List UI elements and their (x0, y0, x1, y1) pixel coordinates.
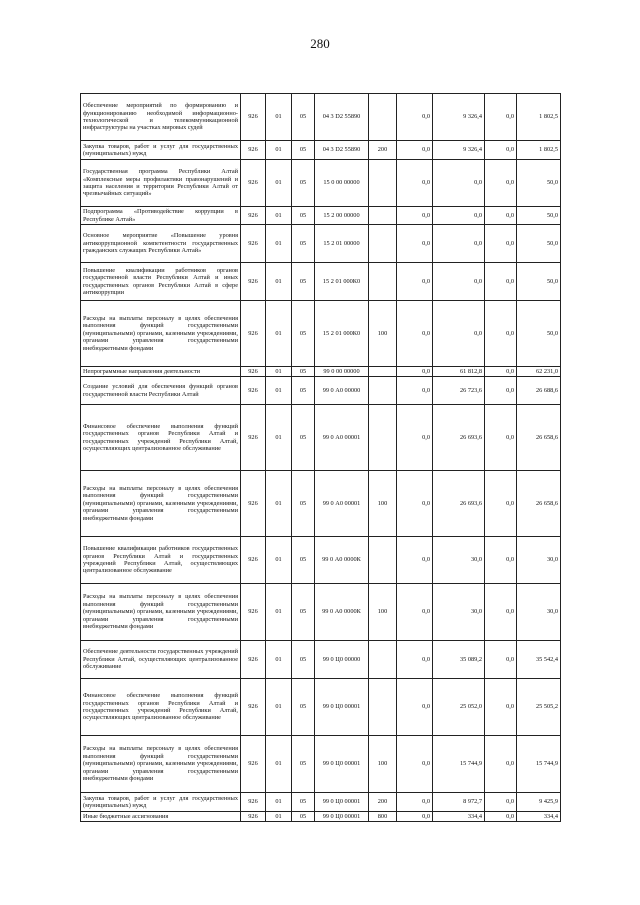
subsection-code: 05 (292, 367, 315, 377)
amount-1: 0,0 (397, 736, 433, 793)
ved-code: 926 (241, 736, 266, 793)
amount-2: 35 089,2 (433, 641, 485, 679)
subsection-code: 05 (292, 377, 315, 405)
amount-1: 0,0 (397, 377, 433, 405)
subsection-code: 05 (292, 263, 315, 301)
amount-3: 0,0 (485, 207, 517, 225)
subsection-code: 05 (292, 471, 315, 537)
expense-type-code: 100 (369, 471, 397, 537)
amount-3: 0,0 (485, 160, 517, 207)
amount-4: 25 505,2 (517, 679, 561, 736)
amount-3: 0,0 (485, 471, 517, 537)
amount-3: 0,0 (485, 94, 517, 141)
amount-4: 50,0 (517, 301, 561, 367)
ved-code: 926 (241, 301, 266, 367)
table-row (81, 225, 561, 263)
subsection-code: 05 (292, 793, 315, 812)
table-row (81, 736, 561, 793)
subsection-code: 05 (292, 225, 315, 263)
section-code: 01 (266, 141, 292, 160)
amount-3: 0,0 (485, 405, 517, 471)
amount-2: 0,0 (433, 160, 485, 207)
target-article-code: 99 0 Ц0 00001 (315, 736, 369, 793)
amount-1: 0,0 (397, 812, 433, 822)
ved-code: 926 (241, 377, 266, 405)
table-row (81, 812, 561, 822)
amount-3: 0,0 (485, 812, 517, 822)
expense-type-code (369, 377, 397, 405)
row-name: Обеспечение деятельности государственных учреждений Республики Алтай, осуществляющих централизованное обслуживание (81, 641, 241, 679)
ved-code: 926 (241, 141, 266, 160)
ved-code: 926 (241, 471, 266, 537)
amount-4: 1 802,5 (517, 94, 561, 141)
target-article-code: 99 0 А0 0000К (315, 537, 369, 584)
row-name: Государственная программа Республики Алтай «Комплексные меры профилактики правонарушений и защита населения и территории Республики Алтай от чрезвычайных ситуаций» (81, 160, 241, 207)
amount-1: 0,0 (397, 641, 433, 679)
target-article-code: 04 3 D2 55890 (315, 141, 369, 160)
target-article-code: 99 0 Ц0 00001 (315, 812, 369, 822)
section-code: 01 (266, 537, 292, 584)
amount-3: 0,0 (485, 367, 517, 377)
amount-2: 26 723,6 (433, 377, 485, 405)
expense-type-code (369, 405, 397, 471)
expense-type-code: 200 (369, 141, 397, 160)
row-name: Повышение квалификации работников органов государственной власти Республики Алтай и иных государственных органов Республики Алтай в сфере антикоррупции (81, 263, 241, 301)
expense-type-code: 200 (369, 793, 397, 812)
amount-4: 15 744,9 (517, 736, 561, 793)
expense-type-code (369, 679, 397, 736)
row-name: Создание условий для обеспечения функций органов государственной власти Республики Алтай (81, 377, 241, 405)
amount-4: 334,4 (517, 812, 561, 822)
target-article-code: 15 2 00 00000 (315, 207, 369, 225)
amount-2: 61 812,8 (433, 367, 485, 377)
row-name: Закупка товаров, работ и услуг для государственных (муниципальных) нужд (81, 141, 241, 160)
subsection-code: 05 (292, 641, 315, 679)
section-code: 01 (266, 736, 292, 793)
ved-code: 926 (241, 405, 266, 471)
amount-1: 0,0 (397, 584, 433, 641)
ved-code: 926 (241, 793, 266, 812)
subsection-code: 05 (292, 679, 315, 736)
section-code: 01 (266, 471, 292, 537)
subsection-code: 05 (292, 405, 315, 471)
amount-3: 0,0 (485, 584, 517, 641)
amount-1: 0,0 (397, 405, 433, 471)
section-code: 01 (266, 263, 292, 301)
section-code: 01 (266, 793, 292, 812)
section-code: 01 (266, 301, 292, 367)
ved-code: 926 (241, 225, 266, 263)
ved-code: 926 (241, 679, 266, 736)
row-name: Финансовое обеспечение выполнения функций государственных органов Республики Алтай и государственных учреждений Республики Алтай, осуществляющих централизованное обслуживание (81, 679, 241, 736)
table-row (81, 537, 561, 584)
amount-1: 0,0 (397, 94, 433, 141)
amount-3: 0,0 (485, 537, 517, 584)
budget-table (80, 93, 561, 822)
table-row (81, 94, 561, 141)
amount-4: 50,0 (517, 225, 561, 263)
amount-1: 0,0 (397, 471, 433, 537)
subsection-code: 05 (292, 736, 315, 793)
subsection-code: 05 (292, 584, 315, 641)
amount-2: 15 744,9 (433, 736, 485, 793)
amount-2: 0,0 (433, 263, 485, 301)
amount-1: 0,0 (397, 160, 433, 207)
amount-2: 30,0 (433, 537, 485, 584)
amount-1: 0,0 (397, 263, 433, 301)
row-name: Финансовое обеспечение выполнения функций государственных органов Республики Алтай и государственных учреждений Республики Алтай, осуществляющих централизованное обслуживание (81, 405, 241, 471)
expense-type-code (369, 94, 397, 141)
subsection-code: 05 (292, 160, 315, 207)
subsection-code: 05 (292, 141, 315, 160)
amount-2: 25 052,0 (433, 679, 485, 736)
section-code: 01 (266, 160, 292, 207)
section-code: 01 (266, 584, 292, 641)
table-row (81, 367, 561, 377)
row-name: Иные бюджетные ассигнования (81, 812, 241, 822)
amount-3: 0,0 (485, 641, 517, 679)
amount-1: 0,0 (397, 367, 433, 377)
expense-type-code: 800 (369, 812, 397, 822)
table-row (81, 584, 561, 641)
amount-4: 26 658,6 (517, 405, 561, 471)
amount-4: 1 802,5 (517, 141, 561, 160)
amount-3: 0,0 (485, 301, 517, 367)
amount-1: 0,0 (397, 793, 433, 812)
row-name: Расходы на выплаты персоналу в целях обеспечения выполнения функций государственными (муниципальными) органами, казенными учреждениями, органами управления государственными внебюджетными фондами (81, 584, 241, 641)
amount-3: 0,0 (485, 736, 517, 793)
table-row (81, 301, 561, 367)
ved-code: 926 (241, 160, 266, 207)
amount-2: 9 326,4 (433, 141, 485, 160)
expense-type-code: 100 (369, 736, 397, 793)
target-article-code: 99 0 00 00000 (315, 367, 369, 377)
table-row (81, 405, 561, 471)
amount-4: 35 542,4 (517, 641, 561, 679)
table-row (81, 160, 561, 207)
amount-4: 62 231,0 (517, 367, 561, 377)
subsection-code: 05 (292, 94, 315, 141)
amount-2: 0,0 (433, 225, 485, 263)
target-article-code: 04 3 D2 55890 (315, 94, 369, 141)
table-row (81, 207, 561, 225)
amount-3: 0,0 (485, 793, 517, 812)
row-name: Непрограммные направления деятельности (81, 367, 241, 377)
ved-code: 926 (241, 207, 266, 225)
amount-4: 30,0 (517, 537, 561, 584)
amount-4: 30,0 (517, 584, 561, 641)
row-name: Расходы на выплаты персоналу в целях обеспечения выполнения функций государственными (муниципальными) органами, казенными учреждениями, органами управления государственными внебюджетными фондами (81, 471, 241, 537)
expense-type-code: 100 (369, 301, 397, 367)
target-article-code: 99 0 А0 00001 (315, 405, 369, 471)
amount-2: 0,0 (433, 207, 485, 225)
amount-1: 0,0 (397, 679, 433, 736)
amount-2: 334,4 (433, 812, 485, 822)
table-row (81, 471, 561, 537)
subsection-code: 05 (292, 207, 315, 225)
target-article-code: 15 2 01 000К0 (315, 263, 369, 301)
row-name: Обеспечение мероприятий по формированию и функционированию необходимой информационно-технологической и телекоммуникационной инфраструктуры на участках мировых судей (81, 94, 241, 141)
amount-2: 26 693,6 (433, 405, 485, 471)
amount-4: 50,0 (517, 207, 561, 225)
section-code: 01 (266, 377, 292, 405)
target-article-code: 99 0 А0 00000 (315, 377, 369, 405)
amount-1: 0,0 (397, 225, 433, 263)
subsection-code: 05 (292, 301, 315, 367)
amount-2: 30,0 (433, 584, 485, 641)
amount-4: 26 658,6 (517, 471, 561, 537)
expense-type-code (369, 225, 397, 263)
table-row (81, 641, 561, 679)
row-name: Закупка товаров, работ и услуг для государственных (муниципальных) нужд (81, 793, 241, 812)
amount-1: 0,0 (397, 141, 433, 160)
target-article-code: 99 0 Ц0 00000 (315, 641, 369, 679)
expense-type-code (369, 537, 397, 584)
expense-type-code (369, 367, 397, 377)
ved-code: 926 (241, 94, 266, 141)
amount-3: 0,0 (485, 679, 517, 736)
ved-code: 926 (241, 641, 266, 679)
target-article-code: 99 0 Ц0 00001 (315, 793, 369, 812)
target-article-code: 99 0 Ц0 00001 (315, 679, 369, 736)
section-code: 01 (266, 207, 292, 225)
section-code: 01 (266, 94, 292, 141)
ved-code: 926 (241, 263, 266, 301)
expense-type-code (369, 641, 397, 679)
page-number: 280 (310, 36, 330, 51)
amount-4: 50,0 (517, 263, 561, 301)
amount-4: 9 425,9 (517, 793, 561, 812)
target-article-code: 15 2 01 000К0 (315, 301, 369, 367)
table-row (81, 141, 561, 160)
amount-3: 0,0 (485, 263, 517, 301)
section-code: 01 (266, 225, 292, 263)
row-name: Расходы на выплаты персоналу в целях обеспечения выполнения функций государственными (муниципальными) органами, казенными учреждениями, органами управления государственными внебюджетными фондами (81, 736, 241, 793)
table-row (81, 679, 561, 736)
amount-2: 26 693,6 (433, 471, 485, 537)
target-article-code: 15 0 00 00000 (315, 160, 369, 207)
target-article-code: 99 0 А0 00001 (315, 471, 369, 537)
amount-1: 0,0 (397, 537, 433, 584)
expense-type-code (369, 263, 397, 301)
section-code: 01 (266, 405, 292, 471)
amount-2: 8 972,7 (433, 793, 485, 812)
target-article-code: 99 0 А0 0000К (315, 584, 369, 641)
amount-2: 0,0 (433, 301, 485, 367)
row-name: Подпрограмма «Противодействие коррупции в Республике Алтай» (81, 207, 241, 225)
amount-3: 0,0 (485, 225, 517, 263)
subsection-code: 05 (292, 537, 315, 584)
row-name: Расходы на выплаты персоналу в целях обеспечения выполнения функций государственными (муниципальными) органами, казенными учреждениями, органами управления государственными внебюджетными фондами (81, 301, 241, 367)
section-code: 01 (266, 679, 292, 736)
section-code: 01 (266, 812, 292, 822)
row-name: Повышение квалификации работников государственных органов Республики Алтай и государственных учреждений Республики Алтай, осуществляющих централизованное обслуживание (81, 537, 241, 584)
expense-type-code: 100 (369, 584, 397, 641)
ved-code: 926 (241, 367, 266, 377)
target-article-code: 15 2 01 00000 (315, 225, 369, 263)
section-code: 01 (266, 367, 292, 377)
table-row (81, 263, 561, 301)
expense-type-code (369, 207, 397, 225)
amount-4: 50,0 (517, 160, 561, 207)
amount-1: 0,0 (397, 301, 433, 367)
ved-code: 926 (241, 537, 266, 584)
amount-1: 0,0 (397, 207, 433, 225)
row-name: Основное мероприятие «Повышение уровня антикоррупционной компетентности государственных гражданских служащих Республики Алтай» (81, 225, 241, 263)
amount-3: 0,0 (485, 377, 517, 405)
amount-3: 0,0 (485, 141, 517, 160)
subsection-code: 05 (292, 812, 315, 822)
ved-code: 926 (241, 584, 266, 641)
table-row (81, 377, 561, 405)
amount-2: 9 326,4 (433, 94, 485, 141)
expense-type-code (369, 160, 397, 207)
amount-4: 26 688,6 (517, 377, 561, 405)
section-code: 01 (266, 641, 292, 679)
ved-code: 926 (241, 812, 266, 822)
table-row (81, 793, 561, 812)
